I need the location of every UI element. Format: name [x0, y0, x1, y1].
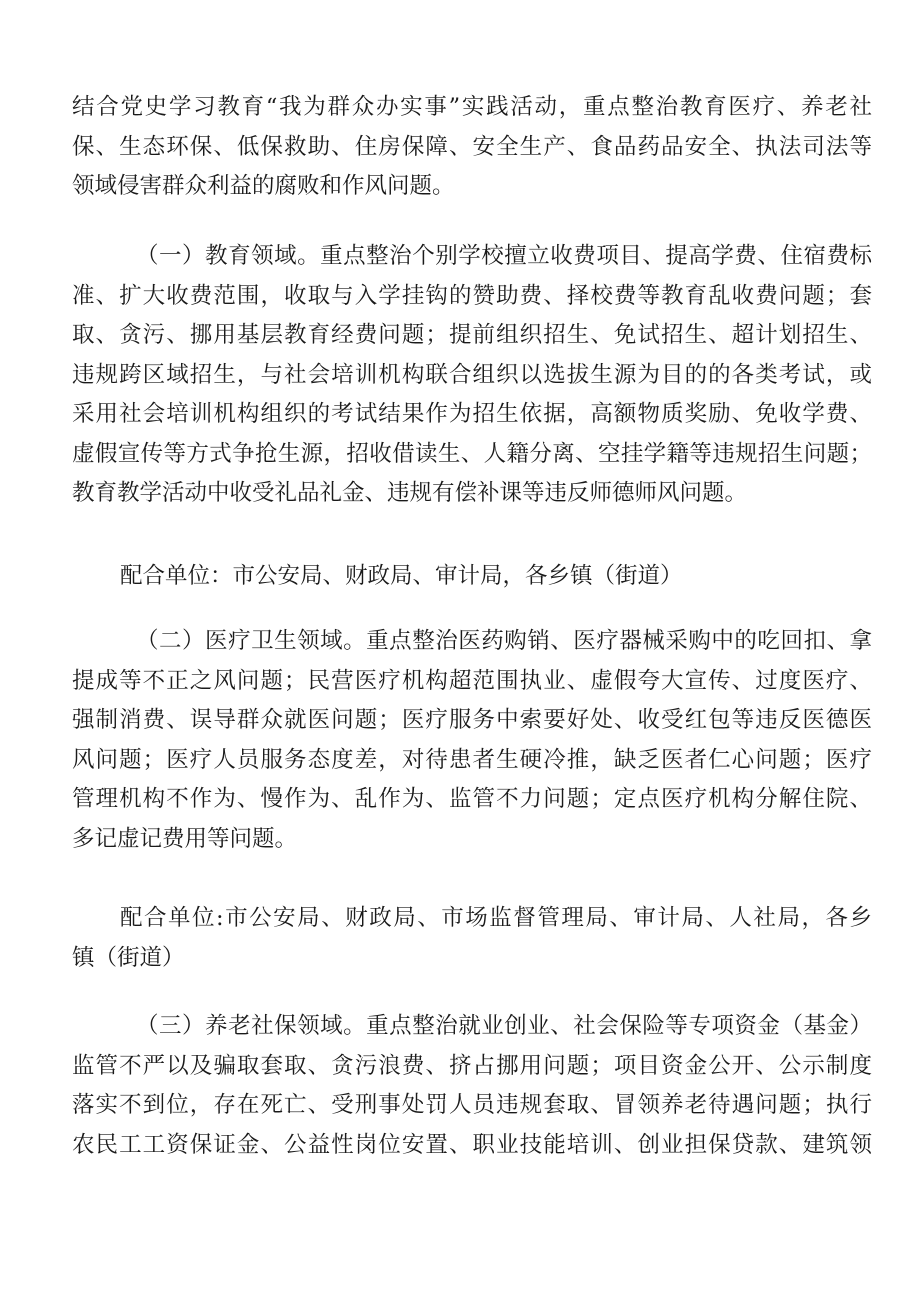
- education-line: 取、贪污、挪用基层教育经费问题；提前组织招生、免试招生、超计划招生、: [72, 322, 872, 348]
- education-paragraph: [72, 237, 872, 514]
- education-partners-paragraph: [72, 557, 872, 597]
- medical-partners-line: 镇（街道）: [72, 944, 185, 971]
- education-partners-line: 配合单位：市公安局、财政局、审计局，各乡镇（街道）: [120, 563, 683, 589]
- medical-partners-paragraph: [72, 899, 872, 978]
- education-line: 采用社会培训机构组织的考试结果作为招生依据，高额物质奖励、免收学费、: [72, 401, 872, 427]
- medical-line: 提成等不正之风问题；民营医疗机构超范围执业、虚假夸大宣传、过度医疗、: [72, 667, 872, 694]
- intro-line: 结合党史学习教育“我为群众办实事”实践活动，重点整治教育医疗、养老社: [72, 94, 872, 120]
- intro-line: 保、生态环保、低保救助、住房保障、安全生产、食品药品安全、执法司法等: [72, 133, 872, 160]
- pension-line: （三）养老社保领域。重点整治就业创业、社会保险等专项资金（基金）: [136, 1013, 872, 1039]
- medical-line: 风问题；医疗人员服务态度差，对待患者生硬冷推，缺乏医者仁心问题；医疗: [72, 746, 872, 773]
- medical-paragraph: [72, 622, 872, 859]
- education-line: 教育教学活动中收受礼品礼金、违规有偿补课等违反师德师风问题。: [72, 480, 748, 506]
- intro-line: 领域侵害群众利益的腐败和作风问题。: [72, 173, 455, 199]
- medical-line: 管理机构不作为、慢作为、乱作为、监管不力问题；定点医疗机构分解住院、: [72, 786, 872, 812]
- medical-line: （二）医疗卫生领域。重点整治医药购销、医疗器械采购中的吃回扣、拿: [136, 628, 872, 654]
- education-line: （一）教育领域。重点整治个别学校擅立收费项目、提高学费、住宿费标: [136, 243, 872, 269]
- pension-paragraph: [72, 1007, 872, 1165]
- medical-line: 多记虚记费用等问题。: [72, 825, 298, 852]
- education-line: 虚假宣传等方式争抢生源，招收借读生、人籍分离、空挂学籍等违规招生问题；: [72, 440, 872, 467]
- pension-line: 农民工工资保证金、公益性岗位安置、职业技能培训、创业担保贷款、建筑领: [72, 1131, 872, 1158]
- medical-line: 强制消费、误导群众就医问题；医疗服务中索要好处、收受红包等违反医德医: [72, 707, 872, 733]
- pension-line: 落实不到位，存在死亡、受刑事处罚人员违规套取、冒领养老待遇问题；执行: [72, 1092, 872, 1118]
- education-line: 违规跨区域招生，与社会培训机构联合组织以选拔生源为目的的各类考试，或: [72, 361, 872, 388]
- pension-line: 监管不严以及骗取套取、贪污浪费、挤占挪用问题；项目资金公开、公示制度: [72, 1052, 872, 1079]
- medical-partners-line: 配合单位:市公安局、财政局、市场监督管理局、审计局、人社局，各乡: [120, 905, 872, 931]
- education-line: 准、扩大收费范围，收取与入学挂钩的赞助费、择校费等教育乱收费问题；套: [72, 282, 872, 309]
- intro-paragraph: [72, 88, 872, 207]
